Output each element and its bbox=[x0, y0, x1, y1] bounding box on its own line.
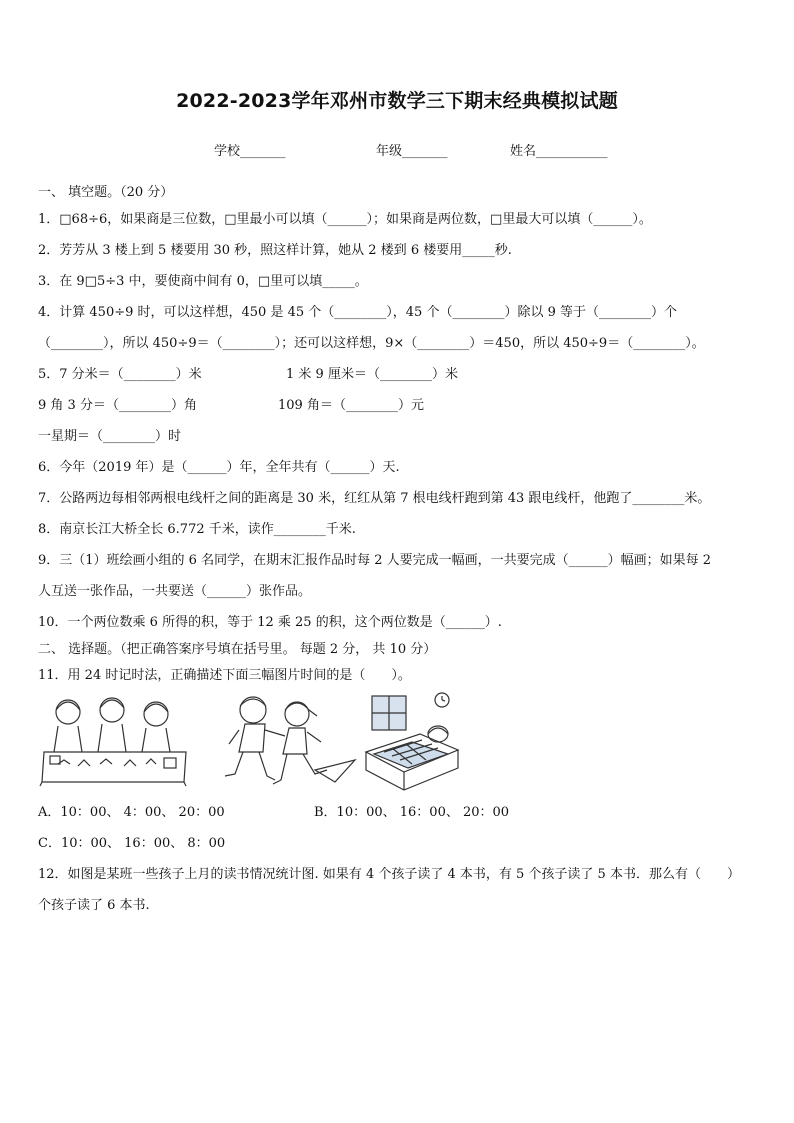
question-4-line-2: （________），所以 450÷9＝（________）；还可以这样想，9×（________）＝450，所以 450÷9＝（________）。 bbox=[38, 336, 705, 351]
school-field: 学校_______ bbox=[214, 144, 286, 159]
question-5-item-b: 1 米 9 厘米＝（________）米 bbox=[286, 367, 458, 382]
picture-children-at-table bbox=[38, 690, 190, 790]
section-heading-choice: 二、 选择题。（把正确答案序号填在括号里。 每题 2 分， 共 10 分） bbox=[38, 642, 437, 657]
question-11: 11．用 24 时记时法，正确描述下面三幅图片时间的是（ ）。 bbox=[38, 668, 411, 683]
section-heading-fill-in: 一、 填空题。（20 分） bbox=[38, 185, 174, 200]
grade-field: 年级_______ bbox=[376, 144, 448, 159]
question-12-line-2: 个孩子读了 6 本书. bbox=[38, 898, 150, 913]
question-5-item-c: 9 角 3 分＝（________）角 bbox=[38, 398, 197, 413]
question-7: 7．公路两边每相邻两根电线杆之间的距离是 30 米，红红从第 7 根电线杆跑到第 43 跟电线杆，他跑了________米。 bbox=[38, 491, 711, 506]
question-11-option-c: C．10：00、 16：00、 8：00 bbox=[38, 836, 226, 851]
question-9-line-2: 人互送一张作品，一共要送（______）张作品。 bbox=[38, 584, 312, 599]
question-11-option-b: B．10：00、 16：00、 20：00 bbox=[314, 805, 510, 820]
picture-children-running bbox=[215, 690, 365, 795]
question-11-option-a: A．10：00、 4：00、 20：00 bbox=[38, 805, 225, 820]
picture-child-sleeping bbox=[362, 690, 462, 798]
question-3: 3．在 9□5÷3 中，要使商中间有 0，□里可以填_____。 bbox=[38, 274, 368, 289]
question-5-item-d: 109 角＝（________）元 bbox=[278, 398, 424, 413]
question-12-line-1: 12．如图是某班一些孩子上月的读书情况统计图. 如果有 4 个孩子读了 4 本书，有 5 个孩子读了 5 本书．那么有（ ） bbox=[38, 867, 740, 882]
page-title: 2022-2023学年邓州市数学三下期末经典模拟试题 bbox=[176, 90, 618, 112]
question-9-line-1: 9．三（1）班绘画小组的 6 名同学，在期末汇报作品时每 2 人要完成一幅画，一共要完成（______）幅画；如果每 2 bbox=[38, 553, 712, 568]
question-4-line-1: 4．计算 450÷9 时，可以这样想，450 是 45 个（________），45 个（________）除以 9 等于（________）个 bbox=[38, 305, 677, 320]
question-1: 1．□68÷6，如果商是三位数，□里最小可以填（______）；如果商是两位数，□里最大可以填（______）。 bbox=[38, 212, 652, 227]
question-2: 2．芳芳从 3 楼上到 5 楼要用 30 秒，照这样计算，她从 2 楼到 6 楼要用_____秒. bbox=[38, 243, 512, 258]
name-field: 姓名___________ bbox=[510, 144, 608, 159]
question-5-item-a: 5．7 分米＝（________）米 bbox=[38, 367, 202, 382]
question-8: 8．南京长江大桥全长 6.772 千米，读作________千米. bbox=[38, 522, 356, 537]
question-10: 10．一个两位数乘 6 所得的积，等于 12 乘 25 的积，这个两位数是（______）. bbox=[38, 615, 502, 630]
question-5-item-e: 一星期＝（________）时 bbox=[38, 429, 182, 444]
question-6: 6．今年（2019 年）是（______）年，全年共有（______）天. bbox=[38, 460, 400, 475]
